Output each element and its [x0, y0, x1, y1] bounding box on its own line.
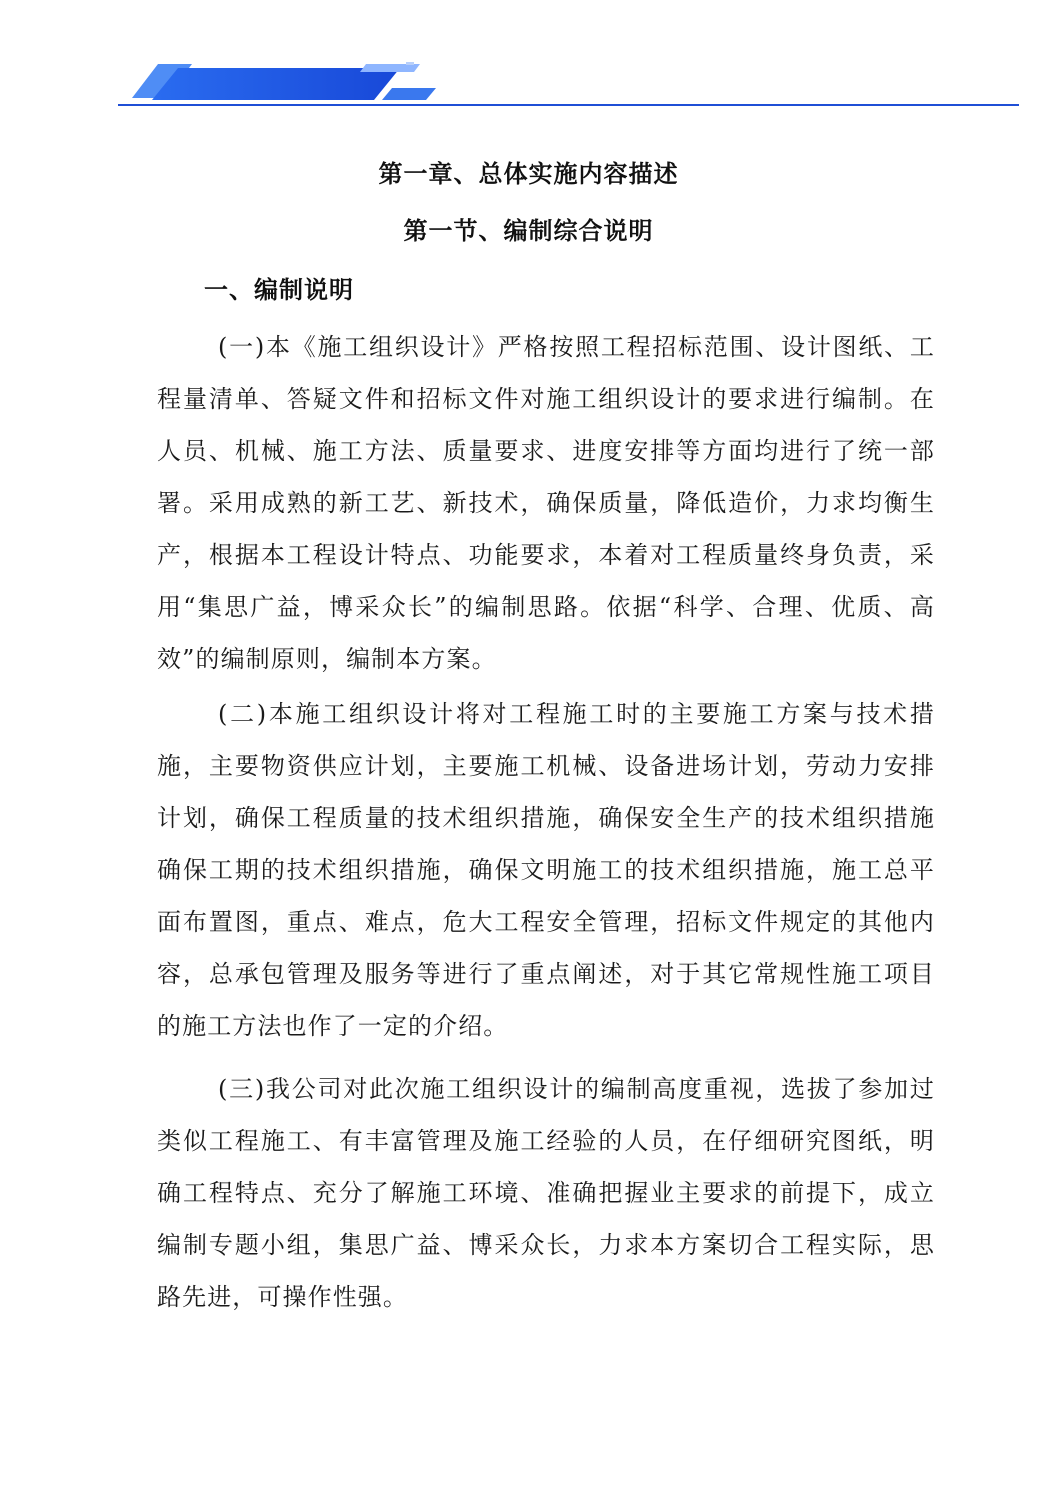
section-title: 第一节、编制综合说明 — [403, 217, 654, 245]
paragraph-3: (三)我公司对此次施工组织设计的编制高度重视，选拔了参加过类似工程施工、有丰富管理及施工经验的人员，在仔细研究图纸，明确工程特点、充分了解施工环境、准确把握业主要求的前提下，成立编制专题小组，集思广益、博采众长，力求本方案切合工程实际，思路先进，可操作性强。 — [157, 1075, 935, 1311]
chapter-title: 第一章、总体实施内容描述 — [378, 160, 679, 188]
header-logo-icon — [130, 58, 450, 108]
paragraph-2: (二)本施工组织设计将对工程施工时的主要施工方案与技术措施，主要物资供应计划，主要施工机械、设备进场计划，劳动力安排计划，确保工程质量的技术组织措施，确保安全生产的技术组织措施确保工期的技术组织措施，确保文明施工的技术组织措施，施工总平面布置图，重点、难点，危大工程安全管理，招标文件规定的其他内容，总承包管理及服务等进行了重点阐述，对于其它常规性施工项目的施工方法也作了一定的介绍。 — [157, 700, 935, 1040]
paragraph-1: (一)本《施工组织设计》严格按照工程招标范围、设计图纸、工程量清单、答疑文件和招标文件对施工组织设计的要求进行编制。在人员、机械、施工方法、质量要求、进度安排等方面均进行了统一部署。采用成熟的新工艺、新技术，确保质量，降低造价，力求均衡生产，根据本工程设计特点、功能要求，本着对工程质量终身负责，采用“集思广益，博采众长”的编制思路。依据“科学、合理、优质、高效”的编制原则，编制本方案。 — [157, 333, 935, 673]
subsection-title: 一、编制说明 — [204, 276, 354, 304]
header-divider — [118, 104, 1019, 106]
